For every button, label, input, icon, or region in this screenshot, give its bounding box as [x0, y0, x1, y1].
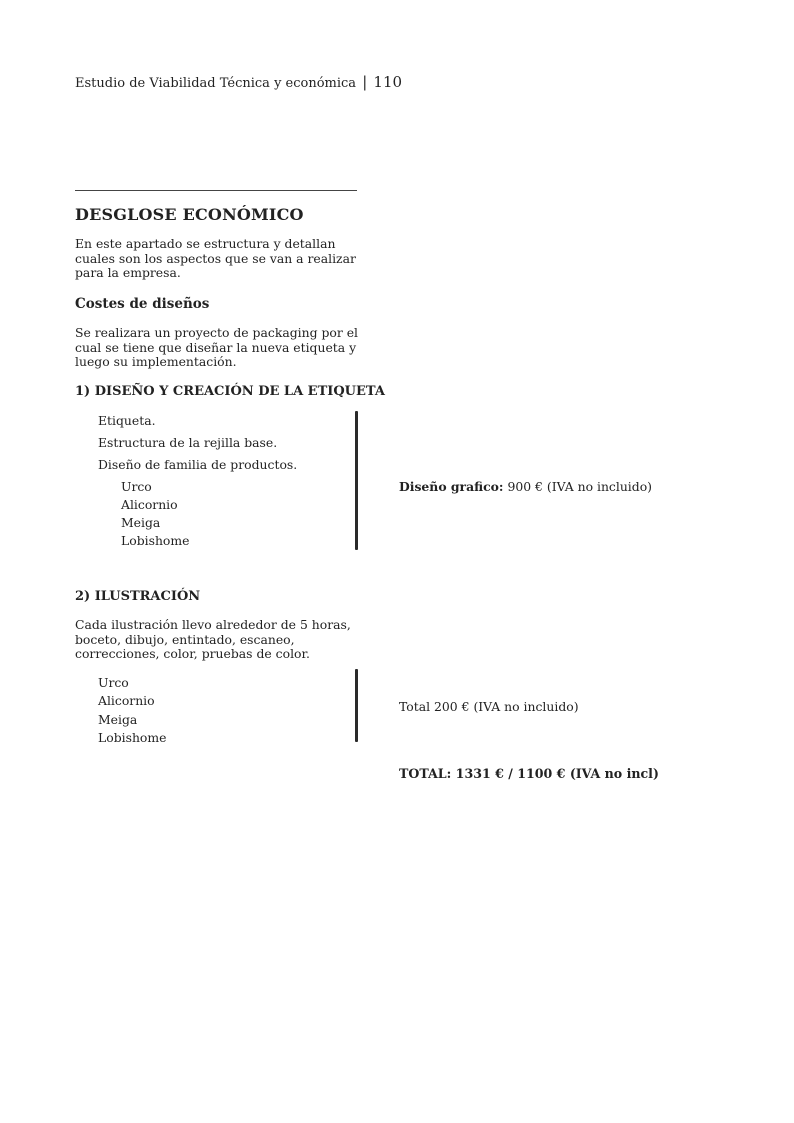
list-item: Alicornio: [98, 693, 155, 708]
section-divider: [75, 190, 357, 191]
illustration-price: Total 200 € (IVA no incluido): [399, 699, 579, 714]
design-price-value: 900 € (IVA no incluido): [507, 479, 652, 494]
sub-list-item: Meiga: [121, 515, 161, 530]
list-item: Estructura de la rejilla base.: [98, 435, 278, 450]
page-number: 110: [373, 73, 403, 91]
illustration-heading: 2) ILUSTRACIÓN: [75, 589, 201, 604]
list-item: Diseño de familia de productos.: [98, 457, 298, 472]
grand-total: TOTAL: 1331 € / 1100 € (IVA no incl): [399, 766, 659, 781]
list-item: Urco: [98, 675, 129, 690]
list-item: Meiga: [98, 712, 138, 727]
intro-paragraph: En este apartado se estructura y detallan cuales son los aspectos que se van a realizar para la empresa.: [75, 236, 356, 281]
sub-list-item: Alicornio: [121, 497, 178, 512]
document-title: Estudio de Viabilidad Técnica y económica: [75, 76, 357, 91]
list-item: Etiqueta.: [98, 413, 156, 428]
running-header: [75, 73, 402, 91]
section-title: DESGLOSE ECONÓMICO: [75, 205, 304, 224]
list-item: Lobishome: [98, 730, 167, 745]
sub-list-item: Lobishome: [121, 533, 190, 548]
sub-list-item: Urco: [121, 479, 152, 494]
design-price-label: Diseño grafico:: [399, 479, 504, 494]
costs-heading: Costes de diseños: [75, 296, 210, 312]
header-separator: |: [362, 73, 368, 91]
label-design-heading: 1) DISEÑO Y CREACIÓN DE LA ETIQUETA: [75, 384, 385, 399]
vertical-bar: [355, 669, 358, 742]
design-price: [399, 479, 652, 494]
vertical-bar: [355, 411, 358, 550]
illustration-paragraph: Cada ilustración llevo alrededor de 5 horas, boceto, dibujo, entintado, escaneo, correcciones, color, pruebas de color.: [75, 617, 351, 662]
costs-paragraph: Se realizara un proyecto de packaging por el cual se tiene que diseñar la nueva etiqueta y luego su implementación.: [75, 325, 359, 370]
